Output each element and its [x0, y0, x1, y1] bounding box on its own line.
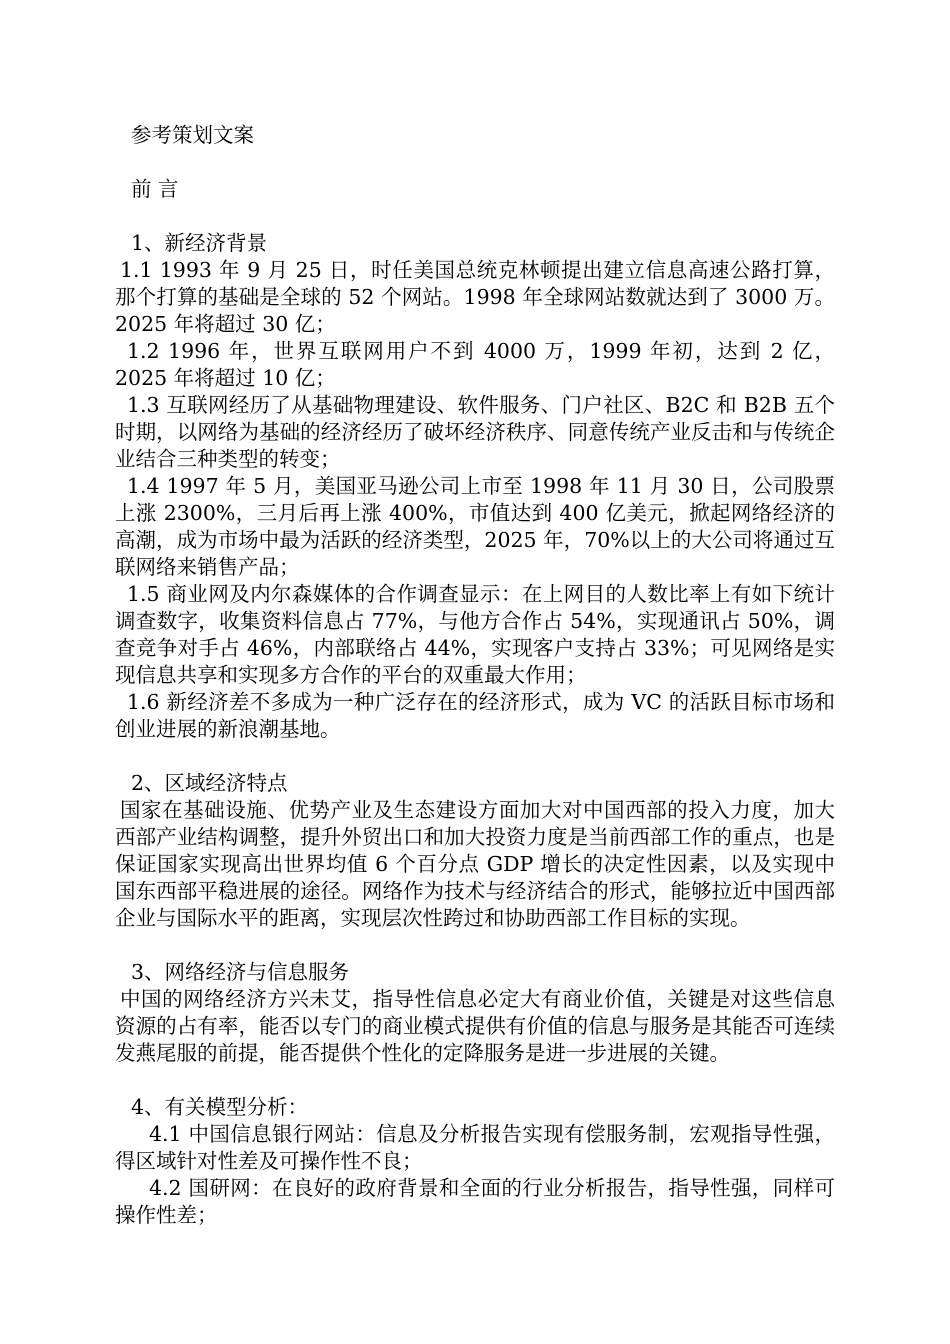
paragraph-4-1: 4.1 中国信息银行网站：信息及分析报告实现有偿服务制，宏观指导性强，得区域针对性差及可操作性不良； [115, 1122, 835, 1173]
section-heading-3: 3、网络经济与信息服务 [131, 960, 350, 984]
paragraph-3-1: 中国的网络经济方兴未艾，指导性信息必定大有商业价值，关键是对这些信息资源的占有率，能否以专门的商业模式提供有价值的信息与服务是其能否可连续发燕尾服的前提，能否提供个性化的定降服务是进一步进展的关键。 [115, 987, 835, 1065]
document-title: 参考策划文案 [131, 123, 254, 147]
paragraph-1-5: 1.5 商业网及内尔森媒体的合作调查显示：在上网目的人数比率上有如下统计调查数字，收集资料信息占 77%，与他方合作占 54%，实现通讯占 50%，调查竞争对手占 46%，内部联络占 44%，实现客户支持占 33%；可见网络是实现信息共享和实现多方合作的平台的双重最大作用； [115, 582, 835, 687]
blank-line [115, 149, 835, 176]
paragraph-4-2: 4.2 国研网：在良好的政府背景和全面的行业分析报告，指导性强，同样可操作性差； [115, 1176, 835, 1227]
blank-line [115, 1067, 835, 1094]
section-heading-1: 1、新经济背景 [131, 231, 268, 255]
blank-line [115, 932, 835, 959]
paragraph-1-4: 1.4 1997 年 5 月，美国亚马逊公司上市至 1998 年 11 月 30 日，公司股票上涨 2300%，三月后再上涨 400%，市值达到 400 亿美元，掀起网络经济的高潮，成为市场中最为活跃的经济类型，2025 年，70%以上的大公司将通过互联网络来销售产品； [115, 474, 835, 579]
blank-line [115, 743, 835, 770]
section-heading-4: 4、有关模型分析： [131, 1095, 309, 1119]
preface-heading: 前 言 [131, 177, 179, 201]
paragraph-1-3: 1.3 互联网经历了从基础物理建设、软件服务、门户社区、B2C 和 B2B 五个时期，以网络为基础的经济经历了破坏经济秩序、同意传统产业反击和与传统企业结合三种类型的转变； [115, 393, 835, 471]
paragraph-1-1: 1.1 1993 年 9 月 25 日，时任美国总统克林顿提出建立信息高速公路打算，那个打算的基础是全球的 52 个网站。1998 年全球网站数就达到了 3000 万。2025 年将超过 30 亿； [115, 258, 835, 336]
document-body [115, 122, 835, 1229]
paragraph-2-1: 国家在基础设施、优势产业及生态建设方面加大对中国西部的投入力度，加大西部产业结构调整，提升外贸出口和加大投资力度是当前西部工作的重点，也是保证国家实现高出世界均值 6 个百分点 GDP 增长的决定性因素，以及实现中国东西部平稳进展的途径。网络作为技术与经济结合的形式，能够拉近中国西部企业与国际水平的距离，实现层次性跨过和协助西部工作目标的实现。 [115, 798, 835, 930]
paragraph-1-2: 1.2 1996 年，世界互联网用户不到 4000 万，1999 年初，达到 2 亿，2025 年将超过 10 亿； [115, 339, 835, 390]
blank-line [115, 203, 835, 230]
paragraph-1-6: 1.6 新经济差不多成为一种广泛存在的经济形式，成为 VC 的活跃目标市场和创业进展的新浪潮基地。 [115, 690, 835, 741]
section-heading-2: 2、区域经济特点 [131, 771, 288, 795]
